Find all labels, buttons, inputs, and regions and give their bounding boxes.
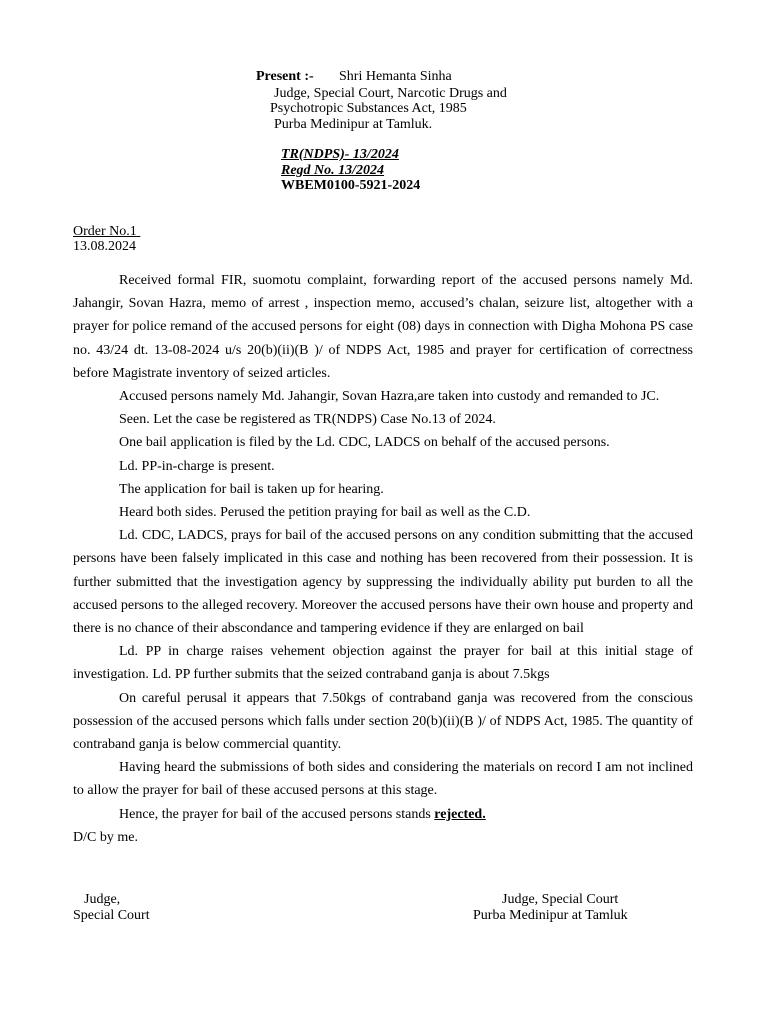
regd-number: Regd No. 13/2024 — [281, 163, 385, 178]
signature-left-court: Special Court — [73, 908, 150, 923]
paragraph: Ld. PP in charge raises vehement objection against the prayer for bail at this initial stage of investigation. Ld. PP further submits that the seized contraband ganja is about 7.5kgs — [73, 644, 693, 683]
final-result: rejected. — [434, 806, 486, 822]
signature-right-place: Purba Medinipur at Tamluk — [473, 908, 628, 923]
court-line-1: Judge, Special Court, Narcotic Drugs and — [274, 86, 507, 101]
paragraph: Seen. Let the case be registered as TR(NDPS) Case No.13 of 2024. — [119, 412, 496, 428]
cnr-number: WBEM0100-5921-2024 — [281, 178, 421, 193]
judge-name: Shri Hemanta Sinha — [339, 69, 452, 84]
paragraph: One bail application is filed by the Ld. CDC, LADCS on behalf of the accused persons. — [119, 435, 610, 451]
paragraph: Heard both sides. Perused the petition praying for bail as well as the C.D. — [119, 505, 531, 521]
paragraph: Having heard the submissions of both sides and considering the materials on record I am not inclined to allow the prayer for bail of these accused persons at this stage. — [73, 760, 693, 799]
present-label: Present :- — [256, 69, 314, 84]
paragraph: Ld. PP-in-charge is present. — [119, 458, 275, 474]
final-paragraph — [73, 803, 693, 826]
signature-left-title: Judge, — [84, 892, 121, 907]
court-line-3: Purba Medinipur at Tamluk. — [274, 117, 433, 132]
paragraph: Ld. CDC, LADCS, prays for bail of the accused persons on any condition submitting that the accused persons have been falsely implicated in this case and nothing has been recovered from their possession. It is further submitted that the investigation agency by suppressing the individually ability put burden to all the accused persons to the alleged recovery. Moreover the accused persons have their own house and property and there is no chance of their abscondance and tampering evidence if they are enlarged on bail — [73, 528, 693, 637]
signature-right-title: Judge, Special Court — [502, 892, 619, 907]
order-number: Order No.1 — [73, 224, 137, 239]
final-prefix: Hence, the prayer for bail of the accused persons stands — [119, 806, 435, 822]
tr-case-number: TR(NDPS)- 13/2024 — [281, 147, 399, 162]
order-date: 13.08.2024 — [73, 239, 136, 254]
paragraph: Accused persons namely Md. Jahangir, Sovan Hazra,are taken into custody and remanded to JC. — [119, 389, 660, 405]
paragraph: The application for bail is taken up for hearing. — [119, 481, 384, 497]
court-line-2: Psychotropic Substances Act, 1985 — [270, 101, 467, 116]
dc-line: D/C by me. — [73, 829, 138, 845]
paragraph: Received formal FIR, suomotu complaint, forwarding report of the accused persons namely Md. Jahangir, Sovan Hazra, memo of arrest , inspection memo, accused’s chalan, seizure list, altogether with a prayer for police remand of the accused persons for eight (08) days in connection with Digha Mohona PS case no. 43/24 dt. 13-08-2024 u/s 20(b)(ii)(B )/ of NDPS Act, 1985 and prayer for certification of correctness before Magistrate inventory of seized articles. — [73, 273, 693, 381]
paragraph: On careful perusal it appears that 7.50kgs of contraband ganja was recovered from the conscious possession of the accused persons which falls under section 20(b)(ii)(B )/ of NDPS Act, 1985. The quantity of contraband ganja is below commercial quantity. — [73, 690, 693, 753]
order-body — [73, 269, 693, 849]
